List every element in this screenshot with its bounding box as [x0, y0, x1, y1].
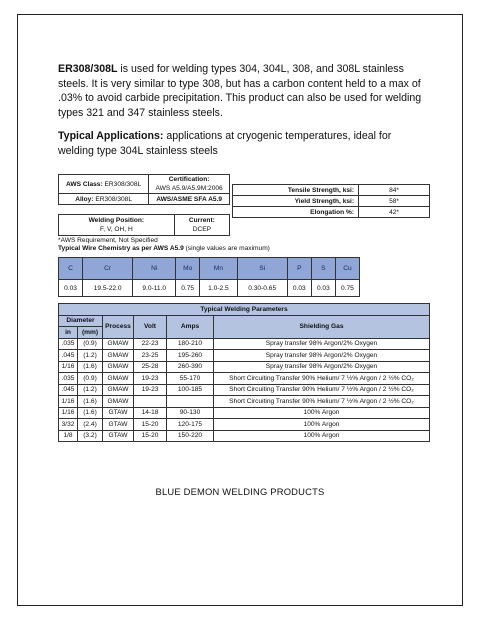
applications-label: Typical Applications: — [58, 130, 164, 142]
cell-in: .045 — [59, 350, 78, 362]
cell-in: 1/8 — [59, 430, 78, 442]
alloy-cell: Alloy: ER308/308L — [59, 194, 149, 205]
cell-amps: 180-210 — [167, 338, 214, 350]
cell-mm: (3.2) — [78, 430, 103, 442]
element-header: S — [311, 258, 335, 280]
current-cell: Current: DCEP — [174, 215, 229, 236]
table-row — [59, 396, 430, 408]
element-value: 0.75 — [335, 280, 359, 297]
chemistry-table — [58, 257, 360, 297]
element-value: 0.03 — [311, 280, 335, 297]
cell-mm: (1.2) — [78, 384, 103, 396]
position-cell: Welding Position: F, V, OH, H — [59, 215, 175, 236]
cell-gas: 100% Argon — [214, 407, 430, 419]
cell-process: GTAW — [103, 407, 134, 419]
cell-volt: 19-23 — [134, 373, 167, 385]
cell-process: GTAW — [103, 419, 134, 431]
welding-parameters-table — [58, 303, 430, 442]
certification-cell: Certification: AWS A5.9/A5.9M:2006 — [149, 175, 230, 194]
element-header: Ni — [133, 258, 176, 280]
cell-process: GMAW — [103, 384, 134, 396]
cell-mm: (2.4) — [78, 419, 103, 431]
cell-amps: 260-390 — [167, 361, 214, 373]
table-row — [59, 430, 430, 442]
cell-process: GMAW — [103, 361, 134, 373]
mm-header: (mm) — [78, 327, 103, 339]
cell-amps: 100-185 — [167, 384, 214, 396]
cell-amps: 195-260 — [167, 350, 214, 362]
element-header: C — [59, 258, 83, 280]
elongation-label: Elongation %: — [233, 207, 359, 218]
typical-applications — [58, 129, 430, 158]
element-header: Cr — [83, 258, 133, 280]
table-row — [59, 407, 430, 419]
element-value: 1.0-2.5 — [200, 280, 237, 297]
cell-amps: 55-170 — [167, 373, 214, 385]
cell-volt: 14-18 — [134, 407, 167, 419]
amps-header: Amps — [167, 315, 214, 338]
element-value: 0.03 — [287, 280, 311, 297]
cell-in: 3/32 — [59, 419, 78, 431]
requirement-note: *AWS Requirement, Not Specified — [58, 237, 158, 244]
cell-mm: (1.6) — [78, 396, 103, 408]
cell-volt — [134, 396, 167, 408]
element-header: P — [287, 258, 311, 280]
table-row — [59, 361, 430, 373]
asme-cell: AWS/ASME SFA A5.9 — [149, 194, 230, 205]
cell-volt: 25-28 — [134, 361, 167, 373]
cell-volt: 23-25 — [134, 350, 167, 362]
cell-in: .045 — [59, 384, 78, 396]
cell-process: GMAW — [103, 396, 134, 408]
cell-gas: Short Circuiting Transfer 90% Helium/ 7 ½% Argon / 2 ½% CO₂ — [214, 373, 430, 385]
table-row — [59, 350, 430, 362]
cell-volt: 15-20 — [134, 430, 167, 442]
element-header: Mo — [176, 258, 200, 280]
yield-value: 58* — [359, 196, 430, 207]
cell-amps: 120-175 — [167, 419, 214, 431]
cell-mm: (1.6) — [78, 361, 103, 373]
tensile-label: Tensile Strength, ksi: — [233, 185, 359, 196]
cell-amps: 90-130 — [167, 407, 214, 419]
product-name: ER308/308L — [58, 63, 118, 75]
element-value: 19.5-22.0 — [83, 280, 133, 297]
cell-gas: Short Circuiting Transfer 90% Helium/ 7 ½% Argon / 2 ½% CO₂ — [214, 384, 430, 396]
element-header: Si — [237, 258, 287, 280]
yield-label: Yield Strength, ksi: — [233, 196, 359, 207]
description-text: is used for welding types 304, 304L, 308, and 308L stainless steels. It is very similar to type 308, but has a carbon content held to a max of .03% to avoid carbide precipitation. This product can also be used for welding types 321 and 347 stainless steels. — [58, 63, 422, 119]
cell-in: .035 — [59, 338, 78, 350]
cell-mm: (0.9) — [78, 373, 103, 385]
cell-gas: 100% Argon — [214, 419, 430, 431]
cell-in: .035 — [59, 373, 78, 385]
cell-volt: 19-23 — [134, 384, 167, 396]
element-value: 0.03 — [59, 280, 83, 297]
company-footer: BLUE DEMON WELDING PRODUCTS — [155, 486, 325, 497]
cell-gas: 100% Argon — [214, 430, 430, 442]
cell-in: 1/16 — [59, 407, 78, 419]
cell-process: GTAW — [103, 430, 134, 442]
welding-info-table — [58, 214, 230, 236]
mechanical-properties-table — [232, 184, 430, 218]
cell-volt: 22-23 — [134, 338, 167, 350]
element-value: 0.30-0.65 — [237, 280, 287, 297]
cell-gas: Short Circuiting Transfer 90% Helium/ 7 ½% Argon / 2 ½% CO₂ — [214, 396, 430, 408]
cell-gas: Spray transfer 98% Argon/2% Oxygen — [214, 338, 430, 350]
elongation-value: 42* — [359, 207, 430, 218]
applications-text: applications at cryogenic temperatures, ideal for welding type 304L stainless steels — [58, 130, 392, 157]
cell-process: GMAW — [103, 338, 134, 350]
chemistry-caption: Typical Wire Chemistry as per AWS A5.9 (single values are maximum) — [58, 245, 270, 252]
cell-gas: Spray transfer 98% Argon/2% Oxygen — [214, 350, 430, 362]
parameters-title: Typical Welding Parameters — [59, 304, 430, 316]
cell-process: GMAW — [103, 373, 134, 385]
cell-mm: (1.2) — [78, 350, 103, 362]
cell-in: 1/16 — [59, 396, 78, 408]
cell-mm: (1.6) — [78, 407, 103, 419]
table-row — [59, 384, 430, 396]
volt-header: Volt — [134, 315, 167, 338]
element-header: Cu — [335, 258, 359, 280]
element-value: 9.0-11.0 — [133, 280, 176, 297]
table-row — [59, 338, 430, 350]
cell-in: 1/16 — [59, 361, 78, 373]
process-header: Process — [103, 315, 134, 338]
aws-class-cell: AWS Class: ER308/308L — [59, 175, 149, 194]
diameter-header: Diameter — [59, 315, 103, 327]
table-row — [59, 373, 430, 385]
classification-table — [58, 174, 230, 205]
product-description — [58, 62, 430, 120]
cell-process: GMAW — [103, 350, 134, 362]
cell-amps: 150-220 — [167, 430, 214, 442]
table-row — [59, 419, 430, 431]
element-header: Mn — [200, 258, 237, 280]
cell-volt: 15-20 — [134, 419, 167, 431]
element-value: 0.75 — [176, 280, 200, 297]
notes — [58, 237, 270, 253]
in-header: in — [59, 327, 78, 339]
tensile-value: 84* — [359, 185, 430, 196]
gas-header: Shielding Gas — [214, 315, 430, 338]
cell-amps — [167, 396, 214, 408]
cell-mm: (0.9) — [78, 338, 103, 350]
cell-gas: Spray transfer 98% Argon/2% Oxygen — [214, 361, 430, 373]
